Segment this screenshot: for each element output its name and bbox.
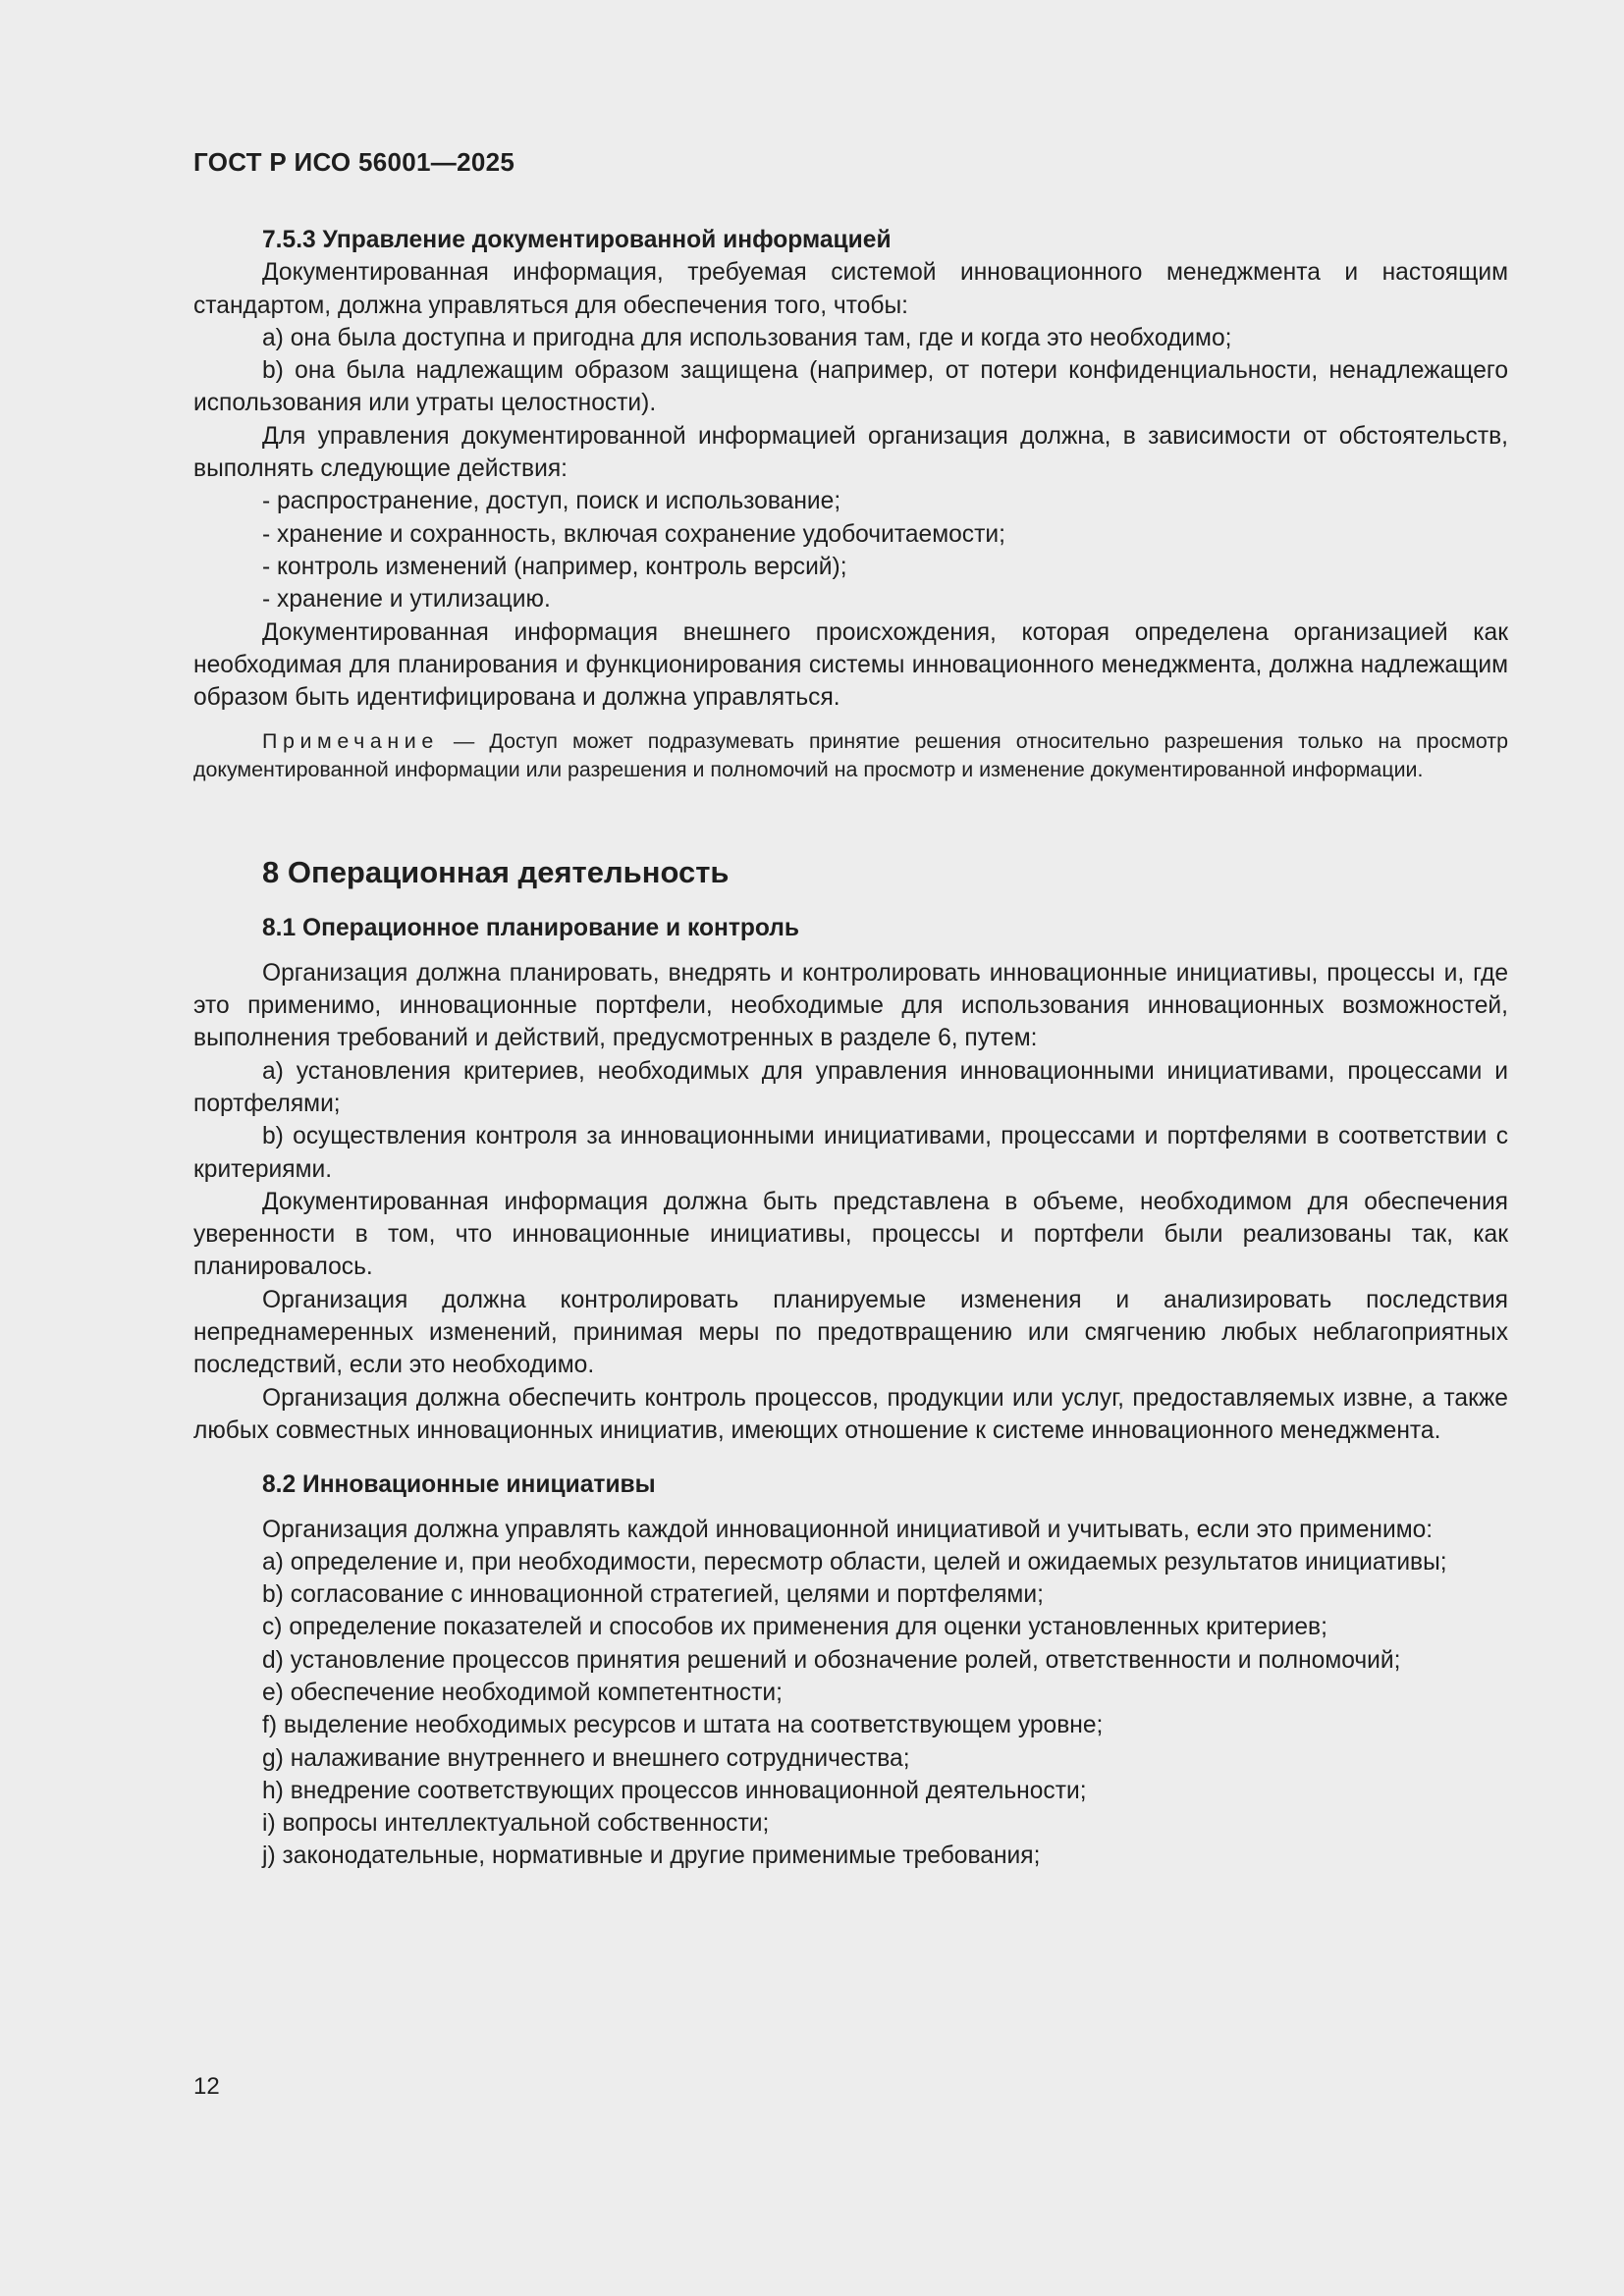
paragraph: Организация должна обеспечить контроль процессов, продукции или услуг, предоставляемых извне, а также любых совместных инновационных инициатив, имеющих отношение к системе инновационного менеджмента.: [193, 1384, 1508, 1444]
list-item: a) определение и, при необходимости, пересмотр области, целей и ожидаемых результатов инициативы;: [262, 1548, 1447, 1575]
page-number: 12: [193, 2073, 220, 2100]
list-item: j) законодательные, нормативные и другие применимые требования;: [262, 1842, 1041, 1870]
note: [193, 727, 1508, 784]
dash-list-item: - хранение и сохранность, включая сохранение удобочитаемости;: [262, 520, 1005, 548]
note-text: — Доступ может подразумевать принятие решения относительно разрешения только на просмотр документированной информации или разрешения и полномочий на просмотр и изменение документированной информации.: [193, 729, 1508, 782]
paragraph: Документированная информация должна быть представлена в объеме, необходимом для обеспечения уверенности в том, что инновационные инициативы, процессы и портфели были реализованы так, как планировалось.: [193, 1188, 1508, 1281]
paragraph: Организация должна планировать, внедрять и контролировать инновационные инициативы, процессы и, где это применимо, инновационные портфели, необходимые для использования инновационных возможностей, выполнения требований и действий, предусмотренных в разделе 6, путем:: [193, 959, 1508, 1052]
dash-list-item: - контроль изменений (например, контроль версий);: [262, 553, 847, 580]
document-body: [193, 224, 1508, 1873]
list-item: f) выделение необходимых ресурсов и штата на соответствующем уровне;: [262, 1712, 1104, 1739]
section-heading-7-5-3: 7.5.3 Управление документированной информацией: [262, 227, 892, 253]
section-heading-8: 8 Операционная деятельность: [262, 855, 730, 890]
list-item: d) установление процессов принятия решений и обозначение ролей, ответственности и полномочий;: [262, 1646, 1401, 1674]
paragraph: Для управления документированной информацией организация должна, в зависимости от обстоятельств, выполнять следующие действия:: [193, 422, 1508, 483]
dash-list-item: - хранение и утилизацию.: [262, 586, 551, 614]
document-header: ГОСТ Р ИСО 56001—2025: [193, 147, 515, 177]
list-item: b) осуществления контроля за инновационными инициативами, процессами и портфелями в соответствии с критериями.: [193, 1123, 1508, 1183]
list-item: i) вопросы интеллектуальной собственности;: [262, 1810, 770, 1838]
section-heading-8-2: 8.2 Инновационные инициативы: [262, 1471, 656, 1499]
note-label: Примечание: [262, 729, 439, 754]
list-item: b) она была надлежащим образом защищена (например, от потери конфиденциальности, ненадлежащего использования или утраты целостности).: [193, 357, 1508, 417]
list-item: c) определение показателей и способов их применения для оценки установленных критериев;: [262, 1614, 1327, 1641]
list-item: a) она была доступна и пригодна для использования там, где и когда это необходимо;: [262, 324, 1232, 351]
list-item: h) внедрение соответствующих процессов инновационной деятельности;: [262, 1777, 1087, 1804]
dash-list-item: - распространение, доступ, поиск и использование;: [262, 488, 841, 515]
list-item: b) согласование с инновационной стратегией, целями и портфелями;: [262, 1581, 1044, 1609]
paragraph: Документированная информация внешнего происхождения, которая определена организацией как необходимая для планирования и функционирования системы инновационного менеджмента, должна надлежащим образом быть идентифицирована и должна управляться.: [193, 618, 1508, 712]
paragraph: Документированная информация, требуемая системой инновационного менеджмента и настоящим стандартом, должна управляться для обеспечения того, чтобы:: [193, 259, 1508, 319]
list-item: a) установления критериев, необходимых для управления инновационными инициативами, процессами и портфелями;: [193, 1057, 1508, 1117]
section-heading-8-1: 8.1 Операционное планирование и контроль: [262, 915, 800, 942]
list-item: g) налаживание внутреннего и внешнего сотрудничества;: [262, 1744, 910, 1772]
list-item: e) обеспечение необходимой компетентности;: [262, 1679, 783, 1706]
paragraph: Организация должна управлять каждой инновационной инициативой и учитывать, если это применимо:: [262, 1516, 1434, 1543]
paragraph: Организация должна контролировать планируемые изменения и анализировать последствия непреднамеренных изменений, принимая меры по предотвращению или смягчению любых неблагоприятных последствий, если это необходимо.: [193, 1286, 1508, 1379]
